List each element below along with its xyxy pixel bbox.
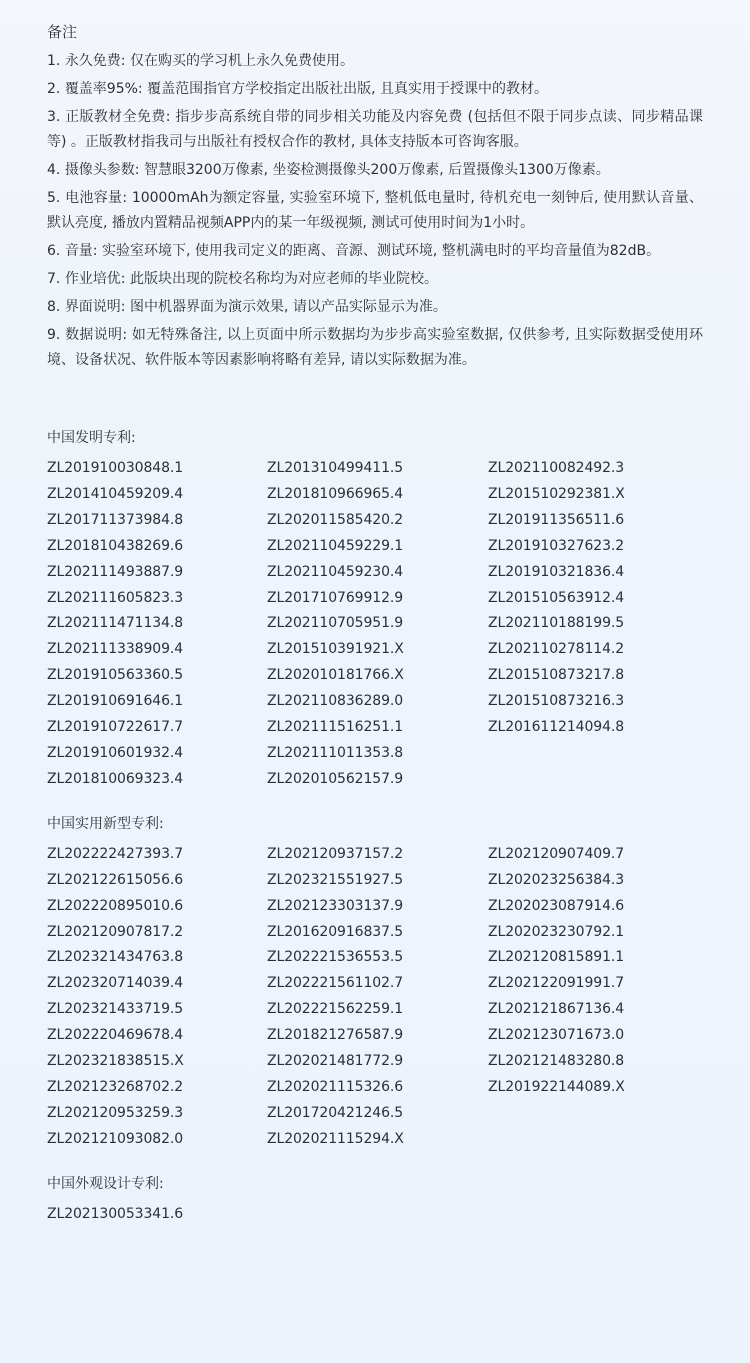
patent-number: ZL202111605823.3 [47,589,184,606]
patent-number: ZL202110459229.1 [267,537,404,554]
note-text: 永久免费: 仅在购买的学习机上永久免费使用。 [64,53,354,69]
patent-number: ZL201810966965.4 [267,485,404,502]
patent-number: ZL202123071673.0 [488,1027,625,1044]
note-item [47,239,703,264]
patent-number: ZL201510873217.8 [488,667,625,684]
patent-number: ZL202023230792.1 [488,923,625,940]
patent-number-grid [47,1202,703,1228]
note-item [47,49,703,74]
note-text: 作业培优: 此版块出现的院校名称均为对应老师的毕业院校。 [64,271,438,287]
patent-number: ZL201710769912.9 [267,589,404,606]
patent-number: ZL202010562157.9 [267,770,404,787]
patent-number: ZL201821276587.9 [267,1027,404,1044]
patent-number: ZL201910722617.7 [47,719,184,736]
patent-number: ZL202111471134.8 [47,615,184,632]
patent-number: ZL201711373984.8 [47,511,184,528]
note-number: 9. [47,327,61,343]
patent-number: ZL201910601932.4 [47,744,184,761]
patent-number: ZL202120907817.2 [47,923,184,940]
patent-number: ZL202221562259.1 [267,1001,404,1018]
patent-number: ZL202222427393.7 [47,845,184,862]
note-number: 5. [47,190,61,206]
note-number: 2. [47,81,61,97]
note-item [47,323,703,373]
note-text: 覆盖率95%: 覆盖范围指官方学校指定出版社出版, 且真实用于授课中的教材。 [64,81,548,97]
patent-number: ZL201910691646.1 [47,693,184,710]
note-number: 4. [47,162,61,178]
patent-number: ZL202120937157.2 [267,845,404,862]
patent-number: ZL202220469678.4 [47,1027,184,1044]
patent-number-grid [47,456,703,793]
patent-number: ZL201310499411.5 [267,460,404,476]
patent-number: ZL202122615056.6 [47,871,184,888]
patent-section-title: 中国发明专利: [47,430,136,446]
patent-number: ZL202122091991.7 [488,975,625,992]
patent-number: ZL202023256384.3 [488,871,625,888]
note-item [47,77,703,102]
note-text: 摄像头参数: 智慧眼3200万像素, 坐姿检测摄像头200万像素, 后置摄像头1300万像素。 [64,162,610,178]
patent-number: ZL202220895010.6 [47,897,184,914]
note-item [47,295,703,320]
patent-number [488,767,708,793]
patent-number: ZL202321838515.X [47,1053,184,1070]
patent-number-grid [47,842,703,1153]
note-text: 正版教材全免费: 指步步高系统自带的同步相关功能及内容免费 (包括但不限于同步点读、同步精品课等) 。正版教材指我司与出版社有授权合作的教材, 具体支持版本可咨询客服。 [47,109,704,150]
patent-number: ZL202321434763.8 [47,949,184,966]
note-text: 界面说明: 图中机器界面为演示效果, 请以产品实际显示为准。 [64,299,447,315]
patent-number: ZL201910563360.5 [47,667,184,684]
patent-number: ZL202123303137.9 [267,897,404,914]
patent-number: ZL202121483280.8 [488,1053,625,1070]
patent-number: ZL201611214094.8 [488,719,625,736]
patent-number: ZL201922144089.X [488,1078,625,1095]
patent-number: ZL202121867136.4 [488,1001,625,1018]
patent-number: ZL202120815891.1 [488,949,625,966]
notes-list [47,49,703,373]
patent-number: ZL201510391921.X [267,641,404,658]
patent-number: ZL202121093082.0 [47,1130,184,1147]
patent-number: ZL202111011353.8 [267,744,404,761]
patent-number: ZL202111516251.1 [267,719,404,736]
patent-number: ZL202110836289.0 [267,693,404,710]
patent-number: ZL202221536553.5 [267,949,404,966]
note-text: 数据说明: 如无特殊备注, 以上页面中所示数据均为步步高实验室数据, 仅供参考, 且实际数据受使用环境、设备状况、软件版本等因素影响将略有差异, 请以实际数据为准。 [47,327,703,368]
note-number: 8. [47,299,61,315]
note-item [47,267,703,292]
note-item [47,186,703,236]
patent-section-title: 中国外观设计专利: [47,1175,164,1192]
patent-number: ZL202321433719.5 [47,1001,184,1018]
patent-number: ZL202130053341.6 [47,1205,184,1222]
note-text: 电池容量: 10000mAh为额定容量, 实验室环境下, 整机低电量时, 待机充电一刻钟后, 使用默认音量、默认亮度, 播放内置精品视频APP内的某一年级视频, 测试可使用时间为1小时。 [47,190,704,231]
patent-number [488,1127,708,1153]
patent-number: ZL202110082492.3 [488,460,625,476]
patent-number: ZL201510873216.3 [488,693,625,710]
patent-number: ZL202321551927.5 [267,871,404,888]
patents-section [47,428,703,1228]
patent-number: ZL202021115326.6 [267,1078,404,1095]
patent-number: ZL201910321836.4 [488,563,625,580]
patent-number: ZL202110188199.5 [488,615,625,632]
patent-number: ZL202023087914.6 [488,897,625,914]
patent-number [488,1101,708,1127]
patent-number: ZL202221561102.7 [267,975,404,992]
patent-number: ZL201911356511.6 [488,511,625,528]
patent-number: ZL202010181766.X [267,667,404,684]
patent-section-title: 中国实用新型专利: [47,815,164,832]
patent-number: ZL201620916837.5 [267,923,404,940]
patent-number: ZL202120953259.3 [47,1104,184,1121]
patent-number: ZL202021115294.X [267,1130,404,1147]
patent-number: ZL201810438269.6 [47,537,184,554]
patent-number: ZL202123268702.2 [47,1078,184,1095]
note-number: 3. [47,109,61,125]
patent-number: ZL202111493887.9 [47,563,184,580]
note-number: 7. [47,271,61,287]
patent-number: ZL202120907409.7 [488,845,625,862]
note-text: 音量: 实验室环境下, 使用我司定义的距离、音源、测试环境, 整机满电时的平均音量值为82dB。 [64,243,661,259]
patent-number: ZL201810069323.4 [47,770,184,787]
patent-number: ZL201910030848.1 [47,460,184,476]
patent-number [488,741,708,767]
patent-number: ZL202110459230.4 [267,563,404,580]
patent-number: ZL202111338909.4 [47,641,184,658]
patent-number: ZL201510292381.X [488,485,625,502]
patent-number: ZL201510563912.4 [488,589,625,606]
note-item [47,158,703,183]
patent-number: ZL202110705951.9 [267,615,404,632]
patent-number: ZL202320714039.4 [47,975,184,992]
patent-number: ZL202021481772.9 [267,1053,404,1070]
patent-number: ZL202110278114.2 [488,641,625,658]
patent-number: ZL201410459209.4 [47,485,184,502]
note-number: 1. [47,53,61,69]
patent-number: ZL202011585420.2 [267,511,404,528]
notes-title: 备注 [47,23,78,41]
patent-number: ZL201720421246.5 [267,1104,404,1121]
note-number: 6. [47,243,61,259]
note-item [47,105,703,155]
patent-number: ZL201910327623.2 [488,537,625,554]
